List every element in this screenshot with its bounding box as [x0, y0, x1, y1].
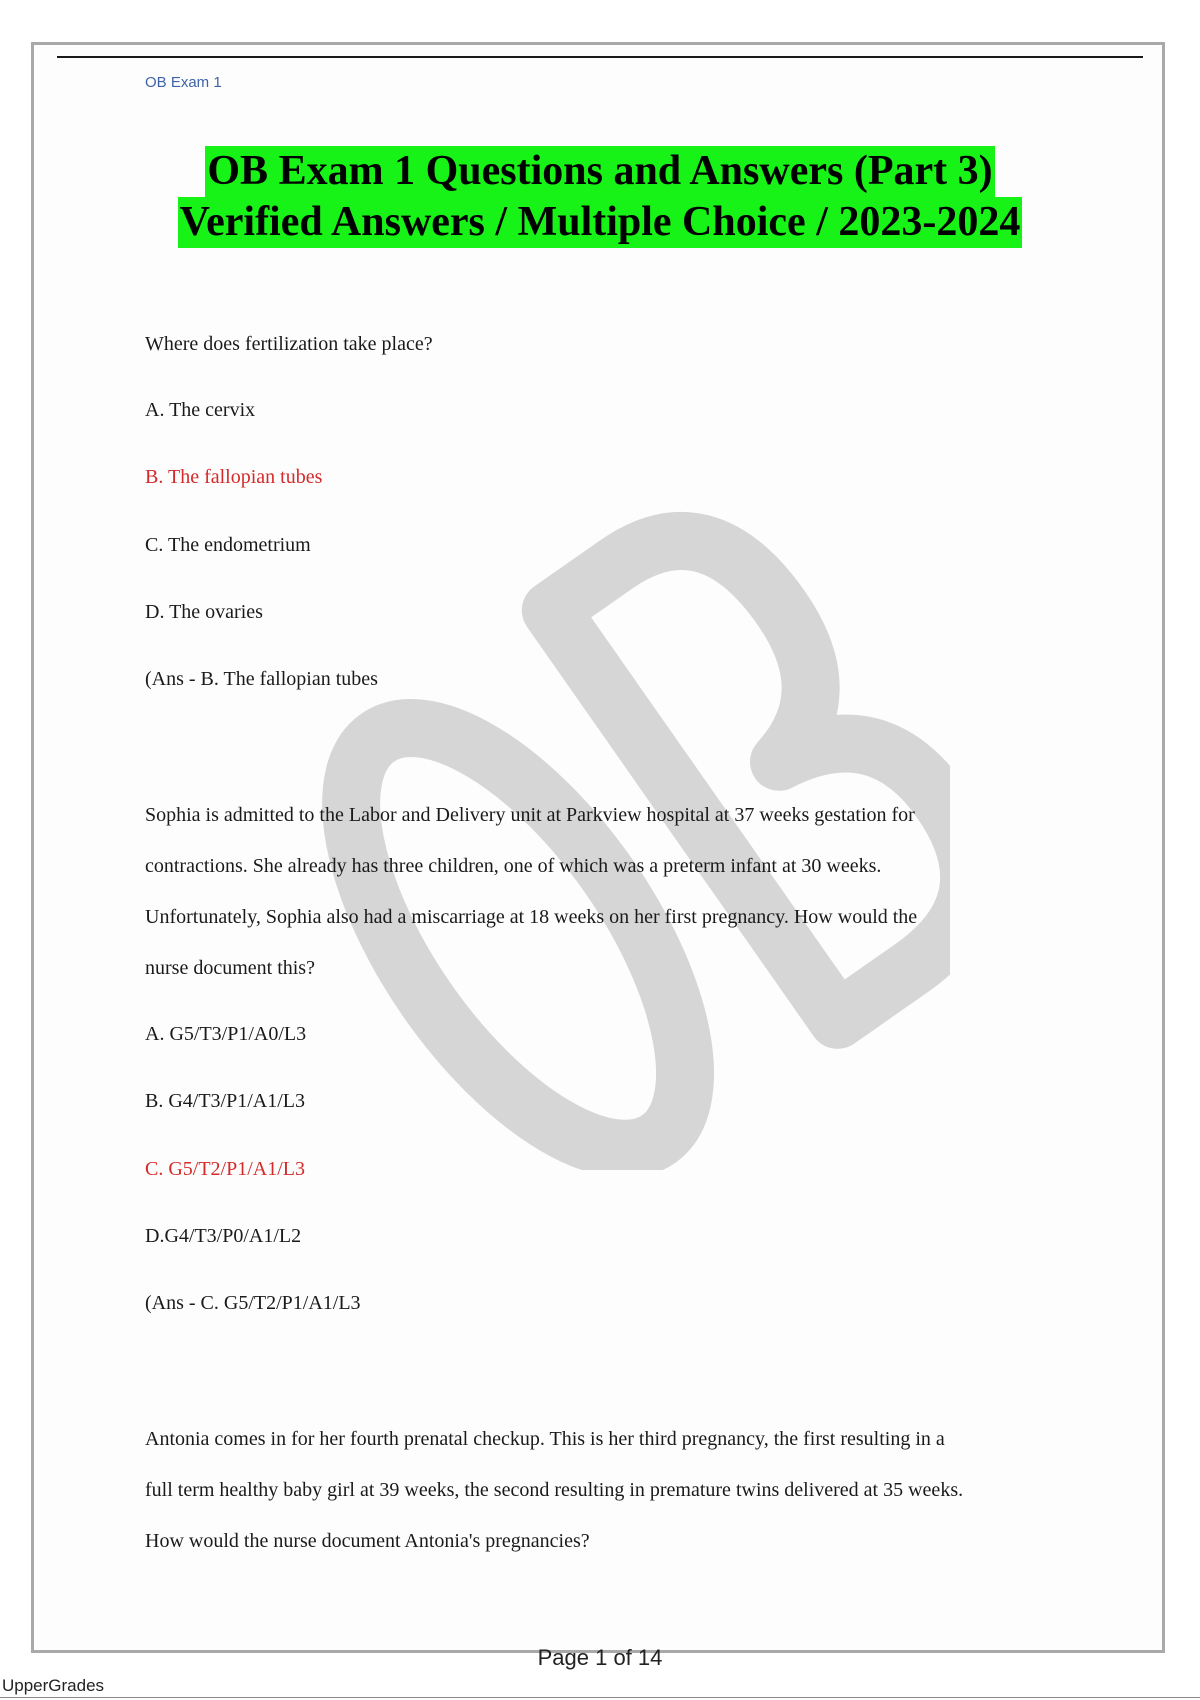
question-2-option-b: B. G4/T3/P1/A1/L3: [145, 1090, 306, 1112]
document-title: [0, 146, 1200, 248]
question-3-stem-line-2: full term healthy baby girl at 39 weeks, the second resulting in premature twins delivered at 35 weeks.: [145, 1479, 964, 1501]
question-2-answer: (Ans - C. G5/T2/P1/A1/L3: [145, 1292, 361, 1314]
page-number: Page 1 of 14: [537, 1645, 663, 1670]
question-1-option-c: C. The endometrium: [145, 534, 311, 556]
question-3-stem-line-3: How would the nurse document Antonia's pregnancies?: [145, 1530, 590, 1552]
page-frame: [31, 42, 1165, 1653]
question-1-option-d: D. The ovaries: [145, 601, 263, 623]
question-1-answer: (Ans - B. The fallopian tubes: [145, 668, 378, 690]
question-2-option-a: A. G5/T3/P1/A0/L3: [145, 1023, 307, 1045]
running-header: OB Exam 1: [145, 74, 222, 91]
title-line-1: OB Exam 1 Questions and Answers (Part 3): [205, 146, 994, 197]
question-3-stem-line-1: Antonia comes in for her fourth prenatal checkup. This is her third pregnancy, the first resulting in a: [145, 1428, 945, 1450]
question-1-stem: Where does fertilization take place?: [145, 333, 433, 355]
question-2-option-c-correct: C. G5/T2/P1/A1/L3: [145, 1158, 306, 1180]
question-2-stem-line-1: Sophia is admitted to the Labor and Delivery unit at Parkview hospital at 37 weeks gestation for: [145, 804, 915, 826]
footer-rule: [0, 1697, 1200, 1698]
brand-label: UpperGrades: [2, 1676, 105, 1695]
title-line-2: Verified Answers / Multiple Choice / 2023-2024: [178, 197, 1023, 248]
header-rule: [57, 56, 1143, 58]
question-1-option-b-correct: B. The fallopian tubes: [145, 466, 323, 488]
question-2-stem-line-2: contractions. She already has three children, one of which was a preterm infant at 30 weeks.: [145, 855, 882, 877]
question-1-option-a: A. The cervix: [145, 399, 256, 421]
question-2-stem-line-3: Unfortunately, Sophia also had a miscarriage at 18 weeks on her first pregnancy. How would the: [145, 906, 918, 928]
question-2-stem-line-4: nurse document this?: [145, 957, 315, 979]
question-2-option-d: D.G4/T3/P0/A1/L2: [145, 1225, 302, 1247]
